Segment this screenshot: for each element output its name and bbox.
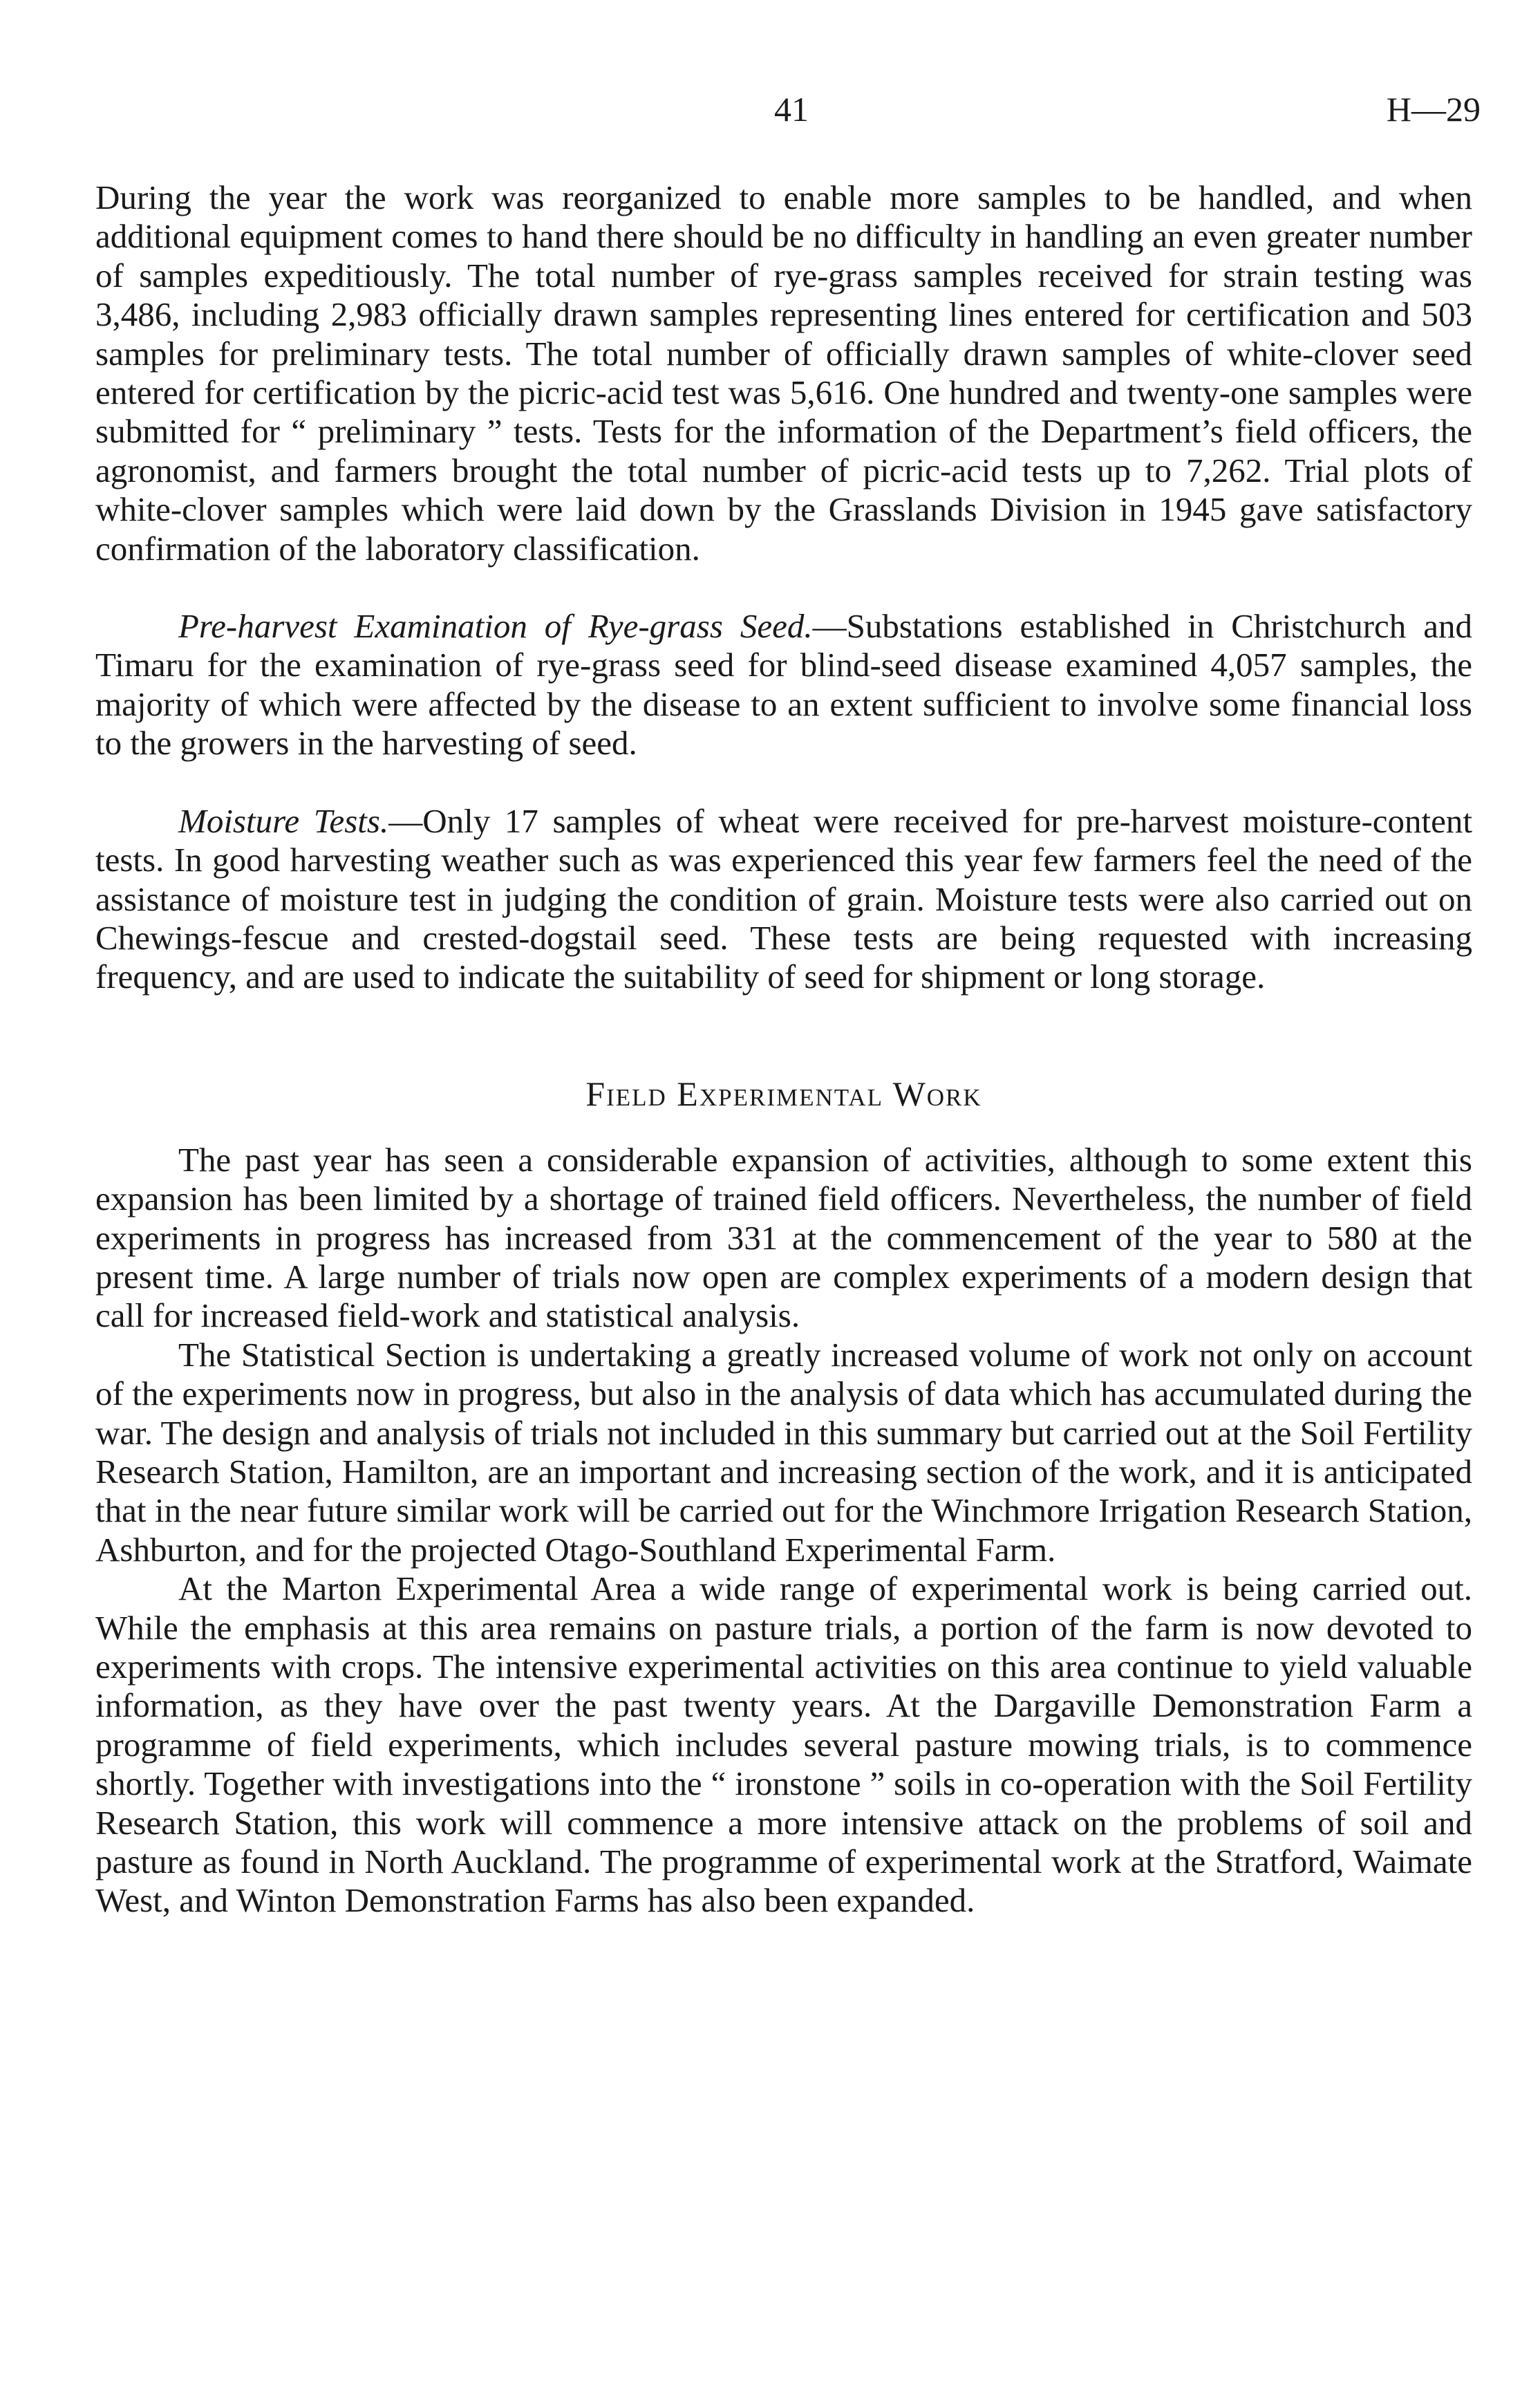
paragraph-seed-testing: During the year the work was reorganized to enable more samples to be handled, and when additional equipment comes to hand there should be no difficulty in handling an even greater number of samples expeditiously. The total number of rye-grass samples received for strain testing was 3,486, including 2,983 officially drawn samples representing lines entered for certification and 503 samples for preliminary tests. The total number of officially drawn samples of white-clover seed entered for certification by the picric-acid test was 5,616. One hundred and twenty-one samples were submitted for “ preliminary ” tests. Tests for the information of the Department’s field officers, the agronomist, and farmers brought the total number of picric-acid tests up to 7,262. Trial plots of white-clover samples which were laid down by the Grasslands Division in 1945 gave satisfactory confirmation of the laboratory classification.: [95, 178, 1472, 568]
run-in-heading-pre-harvest: Pre-harvest Examination of Rye-grass Seed.: [178, 607, 813, 646]
run-in-heading-moisture: Moisture Tests.: [178, 801, 389, 840]
document-reference: H—29: [1386, 90, 1481, 129]
paragraph-expansion: The past year has seen a considerable expansion of activities, although to some extent this expansion has been limited by a shortage of trained field officers. Nevertheless, the number of field experiments in progress has increased from 331 at the commencement of the year to 580 at the present time. A large number of trials now open are complex experiments of a modern design that call for increased field-work and statistical analysis.: [95, 1140, 1472, 1335]
paragraph-marton-area: At the Marton Experimental Area a wide range of experimental work is being carried out. While the emphasis at this area remains on pasture trials, a portion of the farm is now devoted to experiments with crops. The intensive experimental activities on this area continue to yield valuable information, as they have over the past twenty years. At the Dargaville Demonstration Farm a programme of field experiments, which includes several pasture mowing trials, is to commence shortly. Together with investigations into the “ ironstone ” soils in co-operation with the Soil Fertility Research Station, this work will commence a more intensive attack on the problems of soil and pasture as found in North Auckland. The programme of experimental work at the Stratford, Waimate West, and Winton Demonstration Farms has also been expanded.: [95, 1569, 1472, 1920]
paragraph-statistical-section: The Statistical Section is undertaking a greatly increased volume of work not only on account of the experiments now in progress, but also in the analysis of data which has accumulated during the war. The design and analysis of trials not included in this summary but carried out at the Soil Fertility Research Station, Hamilton, are an important and increasing section of the work, and it is anticipated that in the near future similar work will be carried out for the Winchmore Irrigation Research Station, Ashburton, and for the projected Otago-Southland Experimental Farm.: [95, 1335, 1472, 1569]
paragraph-moisture-tests: [95, 802, 1472, 997]
page-header: [0, 88, 1540, 130]
page-number: 41: [774, 90, 809, 129]
page-body: [95, 178, 1472, 1921]
section-heading-field-experimental-work: Field Experimental Work: [585, 1074, 982, 1113]
paragraph-moisture-body: —Only 17 samples of wheat were received for pre-harvest moisture-content tests. In good harvesting weather such as was experienced this year few farmers feel the need of the assistance of moisture test in judging the condition of grain. Moisture tests were also carried out on Chewings-fescue and crested-dogstail seed. These tests are being requested with increasing frequency, and are used to indicate the suitability of seed for shipment or long storage.: [95, 801, 1472, 996]
paragraph-pre-harvest-body: —Substations established in Christchurch and Timaru for the examination of rye-grass seed for blind-seed disease examined 4,057 samples, the majority of which were affected by the disease to an extent sufficient to involve some financial loss to the growers in the harvesting of seed.: [95, 607, 1472, 763]
paragraph-pre-harvest-examination: [95, 607, 1472, 763]
